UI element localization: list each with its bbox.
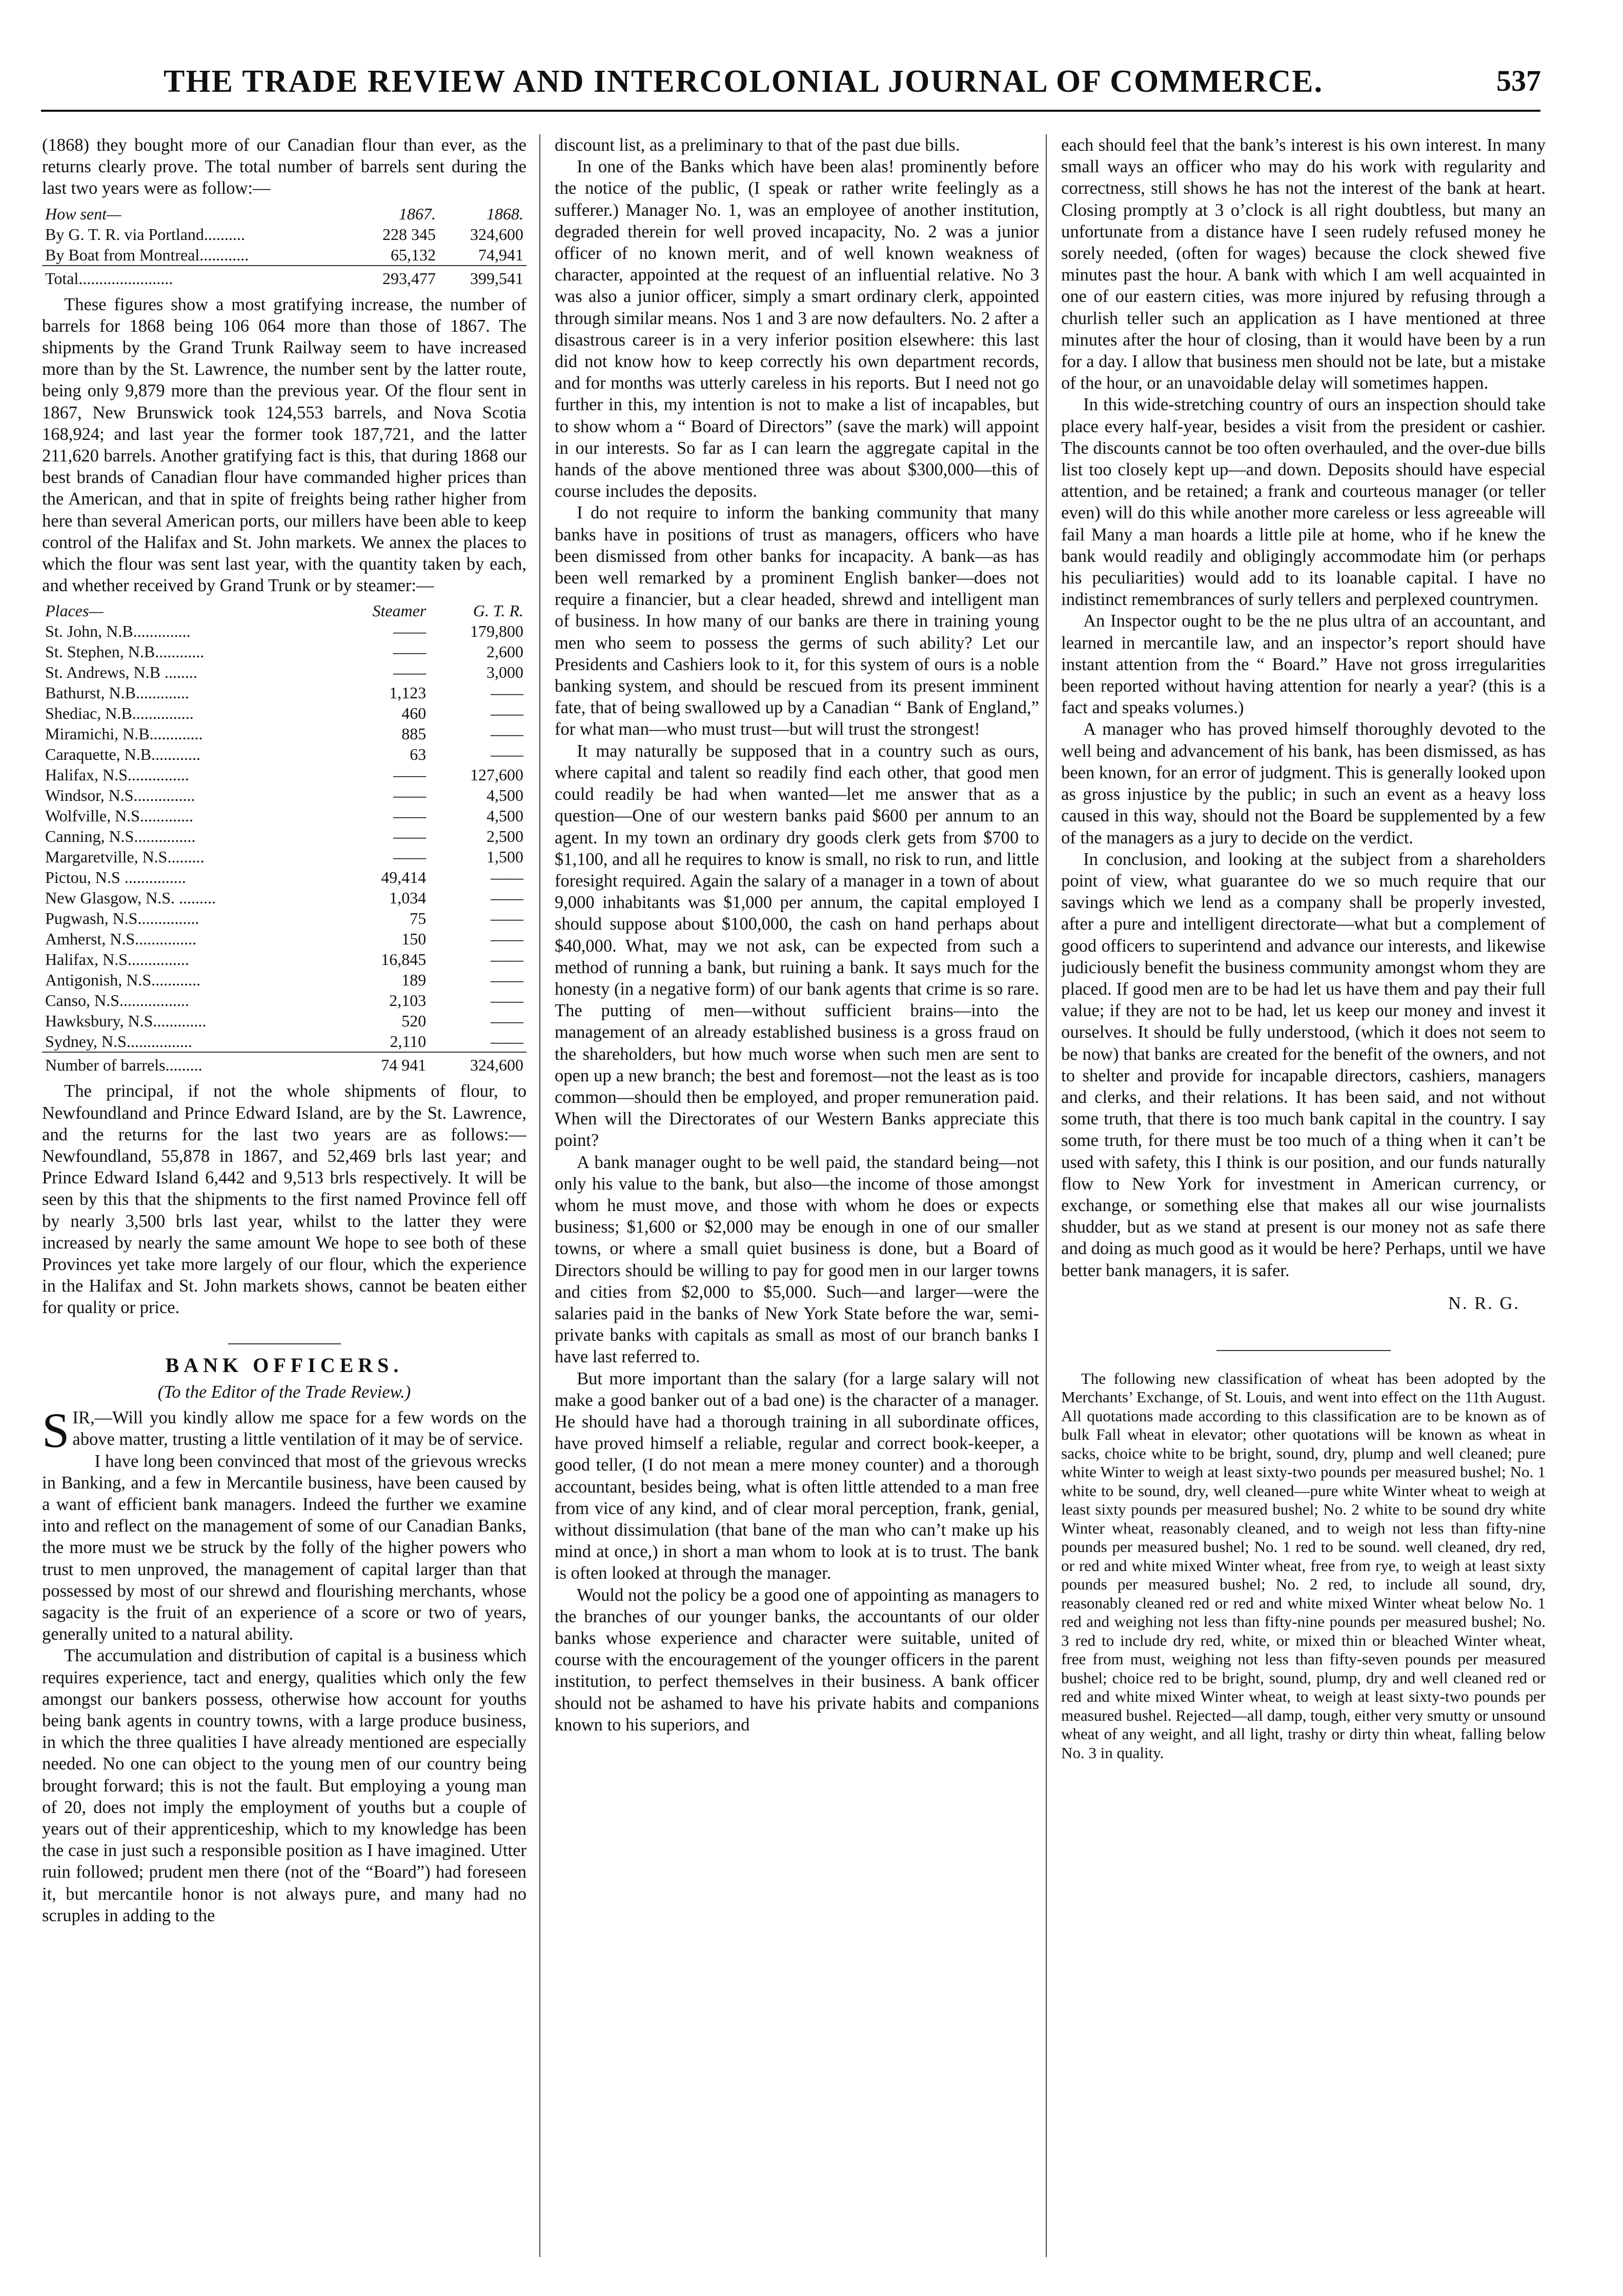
steamer-cell: 460: [401, 704, 427, 723]
table-total-row: [42, 1052, 526, 1075]
signature: N. R. G.: [1448, 1293, 1520, 1313]
table-header-row: [42, 204, 526, 224]
gtr-cell: ——: [491, 868, 523, 887]
column-divider: [539, 134, 540, 2257]
table-header: G. T. R.: [473, 601, 523, 620]
steamer-cell: 150: [401, 930, 427, 949]
gtr-cell: ——: [491, 950, 523, 969]
gtr-cell: 2,600: [486, 642, 523, 661]
row-label: By G. T. R. via Portland..........: [45, 225, 245, 244]
gtr-cell: ——: [491, 1032, 523, 1051]
gtr-cell: ——: [491, 745, 523, 764]
column-1: [42, 134, 526, 2257]
paragraph: In conclusion, and looking at the subject from a shareholders point of view, what guarantee do we so much require that our savings which we lend as a company shall be properly invested, after a pure and intelligent directorate—what but a complement of good officers to superintend and advance our interests, and likewise judiciously benefit the business community amongst whom they are placed. If good men are to be had let us have them and pay their full value; if they are not to be had, let us keep our money and invest it ourselves. It should be fully understood, (which it does not seem to be now) that banks are created for the benefit of the owners, and not to shelter and provide for incapable directors, cashiers, managers and clerks, and their relations. It has been said, and not without some truth, that there is too much bank capital in the country. I say some truth, for there must be too much of a thing when it can’t be used with safety, this I think is our position, and our funds naturally flow to New York for investment in American currency, or exchange, or something else that makes all our wise journalists shudder, but as we stand at present is our money not as safe there and doing as much good as it would be here? Perhaps, until we have better bank managers, it is safer.: [1061, 849, 1546, 1280]
place-name: Pugwash, N.S...............: [45, 909, 199, 928]
steamer-cell: 49,414: [381, 868, 427, 887]
table-header: How sent—: [45, 204, 121, 223]
running-title: THE TRADE REVIEW AND INTERCOLONIAL JOURNAL OF COMMERCE.: [164, 64, 1323, 99]
table-header: 1868.: [486, 204, 523, 223]
gtr-cell: 179,800: [470, 622, 523, 641]
paragraph: In one of the Banks which have been alas! prominently before the notice of the public, (I speak or rather write feelingly as a sufferer.) Manager No. 1, was an employee of another institution, degraded therein for well proved incapacity, No. 2 was a junior officer of no known merit, and of well known weakness of character, appointed at the request of an influential relative. No 3 was also a junior officer, simply a smart ordinary clerk, appointed through similar means. Nos 1 and 3 are now defaulters. No. 2 after a disastrous career is in a very inferior position elsewhere: this last did not know how to keep correctly his own department records, and for months was utterly careless in his reports. But I need not go further in this, my intention is not to make a list of incapables, but to show whom a “ Board of Directors” (save the mark) will appoint in our interests. So far as I can learn the aggregate capital in the hands of the above mentioned three was about $300,000—this of course includes the deposits.: [555, 157, 1039, 501]
paragraph: I have long been convinced that most of the grievous wrecks in Banking, and a few in Mercantile business, have been caused by a want of efficient bank managers. Indeed the further we examine into and reflect on the management of some of our Canadian Banks, the more must we be struck by the folly of the higher powers who trust to men unproved, the management of capital larger than that possessed by most of our shrewd and flourishing merchants, whose sagacity is the fruit of an experience of a score or two of years, generally united to a natural ability.: [42, 1451, 526, 1644]
table-row: [42, 949, 526, 970]
steamer-cell: 520: [401, 1012, 427, 1031]
header-rule: [41, 110, 1540, 112]
paragraph: The principal, if not the whole shipments of flour, to Newfoundland and Prince Edward Island, are by the St. Lawrence, and the returns for the last two years are as follows:—Newfoundland, 55,878 in 1867, and 52,469 brls last year; and Prince Edward Island 6,442 and 9,513 brls respectively. It will be seen by this that the shipments to the first named Province fell off by nearly 3,500 brls last year, whilst to the latter they were increased by nearly the same amount We hope to see both of these Provinces yet take more largely of our flour, which the experience in the Halifax and St. John markets shows, cannot be beaten either for quality or price.: [42, 1081, 526, 1318]
section-title: BANK OFFICERS.: [165, 1353, 403, 1377]
column-3: [1061, 134, 1546, 2257]
table-header: Places—: [45, 601, 104, 620]
paragraph: It may naturally be supposed that in a country such as ours, where capital and talent so readily find each other, that good men could readily be had when wanted—let me answer that as a question—One of our western banks paid $600 per annum to an agent. In my town an ordinary dry goods clerk gets from $700 to $1,100, and all he requires to know is small, no risk to run, and little foresight required. Again the salary of a manager in a town of about 9,000 inhabitants was $1,000 per annum, the capital employed I should suppose about $100,000, the cash on hand perhaps about $40,000. What, may we not ask, can be expected from such a method of running a bank, but ruining a bank. It says much for the honesty (in a negative form) of our bank agents that crime is so rare. The putting of men—without sufficient brains—into the management of an already established business is a gross fraud on the shareholders, but how much worse when such men are sent to open up a new branch; the best and foremost—not the least as is too common—should then be employed, and proper remuneration paid. When will the Directorates of our Western Banks appreciate this point?: [555, 741, 1039, 1151]
table-row: [42, 847, 526, 867]
place-name: Windsor, N.S...............: [45, 786, 195, 805]
table-row: [42, 621, 526, 641]
gtr-cell: ——: [491, 930, 523, 949]
letter-opening: [42, 1403, 526, 1458]
gtr-cell: ——: [491, 909, 523, 928]
place-name: Miramichi, N.B.............: [45, 724, 203, 743]
total-1868: 399,541: [439, 266, 526, 289]
table-row: [42, 1031, 526, 1052]
gtr-cell: 127,600: [470, 766, 523, 784]
gtr-cell: 4,500: [486, 807, 523, 825]
gtr-cell: ——: [491, 991, 523, 1010]
place-name: Pictou, N.S ...............: [45, 868, 186, 887]
row-label: By Boat from Montreal............: [45, 245, 249, 264]
place-name: Wolfville, N.S.............: [45, 807, 193, 825]
place-name: Hawksbury, N.S.............: [45, 1012, 207, 1031]
place-name: Canso, N.S.................: [45, 991, 189, 1010]
table-row: [42, 990, 526, 1011]
table-row: [42, 785, 526, 805]
table-row: [42, 826, 526, 847]
table-row: [42, 805, 526, 826]
place-name: Shediac, N.B...............: [45, 704, 194, 723]
place-name: Antigonish, N.S............: [45, 971, 201, 990]
page-number: 537: [1496, 64, 1541, 97]
paragraph: I do not require to inform the banking community that many banks have in positions of trust as managers, officers who have been dismissed from other banks for incapacity. A bank—as has been well remarked by a prominent English banker—does not require a financier, but a clear headed, shrewd and intelligent man of business. In how many of our banks are there in training young men who seem to possess the germs of such ability? Let our Presidents and Cashiers look to it, for this system of ours is a noble banking system, and should be rescued from its present imminent fate, that of being swallowed up by a Canadian “ Bank of England,” for what man—who must trust—but will trust the strongest!: [555, 503, 1039, 739]
place-name: Halifax, N.S...............: [45, 766, 189, 784]
places-table: [42, 600, 526, 1075]
paragraph: A manager who has proved himself thoroughly devoted to the well being and advancement of his bank, has been dismissed, as has been known, for an error of judgment. This is generally looked upon as gross injustice by the public; in such an event as a heavy loss caused in this way, should not the Board be supplemented by a few of the managers as a jury to decide on the verdict.: [1061, 719, 1546, 848]
letter-opening-text: IR,—Will you kindly allow me space for a few words on the above matter, trusting a little ventilation of it may be of service.: [72, 1408, 526, 1449]
paragraph: A bank manager ought to be well paid, the standard being—not only his value to the bank, but also—the income of those amongst whom he must move, and those with whom he does or expects business; $1,600 or $2,000 may be enough in one of our smaller towns, or where a small quiet business is done, but a Board of Directors should be willing to pay for good men in our larger towns and cities from $2,000 to $5,000. Such—and larger—were the salaries paid in the banks of New York State before the war, semi-private banks with capitals as small as most of our branch banks I have last referred to.: [555, 1152, 1039, 1367]
table-row: [42, 970, 526, 990]
table-row: [42, 703, 526, 723]
paragraph: Would not the policy be a good one of appointing as managers to the branches of our younger banks, the accountants of our older banks whose experience and character were suitable, united of course with the encouragement of the younger officers in the parent institution, to perfect themselves in their business. A bank officer should not be ashamed to have his private habits and companions known to his superiors, and: [555, 1585, 1039, 1735]
gtr-cell: ——: [491, 889, 523, 908]
place-name: Amherst, N.S...............: [45, 930, 197, 949]
table-row: [42, 908, 526, 929]
table-row: [42, 723, 526, 744]
paragraph: (1868) they bought more of our Canadian flour than ever, as the returns clearly prove. The total number of barrels sent during the last two years were as follow:—: [42, 135, 526, 198]
place-name: Canning, N.S...............: [45, 827, 196, 846]
notice-paragraph: The following new classification of wheat has been adopted by the Merchants’ Exchange, of St. Louis, and went into effect on the 11th August. All quotations made according to this classification are to be known as of bulk Fall wheat in elevator; other quotations will be known as wheat in sacks, choice white to be bright, sound, dry, plump and well cleaned; pure white Winter to weigh at least sixty-two pounds per measured bushel; No. 1 white to be sound, dry, well cleaned—pure white Winter wheat to weigh at least sixty pounds per measured bushel; No. 2 white to be sound dry white Winter wheat, reasonably cleaned, and to weigh not less than fifty-nine pounds per measured bushel; No. 1 red to be sound. well cleaned, dry red, or red and white mixed Winter wheat, free from rye, to weigh at least sixty pounds per measured bushel; No. 2 red, to include all sound, dry, reasonably cleaned red or red and white mixed Winter wheat below No. 1 red and weighing not less than fifty-nine pounds per measured bushel; No. 3 red to include dry red, white, or mixed thin or bleached Winter wheat, free from must, weighing not less than fifty-seven pounds per measured bushel; choice red to be bright, sound, plump, dry and well cleaned red or red and white mixed Winter wheat, to weigh at least sixty-two pounds per measured bushel. Rejected—all damp, tough, either very smutty or unsound wheat of any weight, and all light, trashy or dirty thin wheat, falling below No. 3 in quality.: [1061, 1369, 1546, 1762]
paragraph: An Inspector ought to be the ne plus ultra of an accountant, and learned in mercantile law, and an inspector’s report should have instant attention from the “ Board.” Have not gross irregularities been reported without having attention for nearly a year? (this is a fact and speaks volumes.): [1061, 611, 1546, 718]
gtr-cell: ——: [491, 1012, 523, 1031]
total-label: Number of barrels.........: [42, 1052, 331, 1075]
section-rule: [228, 1343, 341, 1344]
table-header-row: [42, 600, 526, 621]
table-row: [42, 929, 526, 949]
steamer-cell: 63: [410, 745, 427, 764]
steamer-cell: ——: [393, 848, 427, 867]
total-gtr: 324,600: [429, 1052, 526, 1075]
steamer-cell: 189: [401, 971, 427, 990]
paragraph: These figures show a most gratifying increase, the number of barrels for 1868 being 106 064 more than those of 1867. The shipments by the Grand Trunk Railway seem to have increased more than by the St. Lawrence, the number sent by the latter route, being only 9,879 more than the previous year. Of the flour sent in 1867, New Brunswick took 124,553 barrels, and Nova Scotia 168,924; and last year the former took 187,721, and the latter 211,620 barrels. Another gratifying fact is this, that during 1868 our best brands of Canadian flour have commanded higher prices than the American, and that in spite of freights being rather higher from here than several American ports, our millers have been able to keep control of the Halifax and St. John markets. We annex the places to which the flour was sent last year, with the quantity taken by each, and whether received by Grand Trunk or by steamer:—: [42, 294, 526, 596]
gtr-cell: ——: [491, 683, 523, 702]
column-divider: [1046, 134, 1047, 2257]
place-name: Caraquette, N.B............: [45, 745, 201, 764]
table-header: Steamer: [372, 601, 427, 620]
cell-1868: 74,941: [478, 245, 523, 264]
place-name: Bathurst, N.B.............: [45, 683, 189, 702]
steamer-cell: ——: [393, 642, 427, 661]
steamer-cell: 1,123: [389, 683, 427, 702]
gtr-cell: ——: [491, 724, 523, 743]
place-name: Margaretville, N.S.........: [45, 848, 205, 867]
section-subtitle: (To the Editor of the Trade Review.): [157, 1382, 411, 1402]
cell-1867: 228 345: [382, 225, 436, 244]
gtr-cell: 1,500: [486, 848, 523, 867]
paragraph: discount list, as a preliminary to that of the past due bills.: [555, 135, 960, 155]
place-name: New Glasgow, N.S. .........: [45, 889, 216, 908]
steamer-cell: ——: [393, 827, 427, 846]
place-name: St. John, N.B..............: [45, 622, 191, 641]
place-name: St. Andrews, N.B ........: [45, 663, 197, 682]
gtr-cell: 3,000: [486, 663, 523, 682]
steamer-cell: ——: [393, 622, 427, 641]
total-label: Total.......................: [42, 266, 351, 289]
steamer-cell: 885: [401, 724, 427, 743]
gtr-cell: 4,500: [486, 786, 523, 805]
table-row: [42, 867, 526, 888]
table-row: [42, 682, 526, 703]
column-2: [555, 134, 1039, 2257]
steamer-cell: 2,103: [389, 991, 427, 1010]
paragraph: each should feel that the bank’s interest is his own interest. In many small ways an officer who may do his work with regularity and correctness, still shows he has not the interest of the bank at heart. Closing promptly at 3 o’clock is all right doubtless, but many an unfortunate from a distance have I seen rudely refused money he sorely needed, (often for wages) because the clock shewed five minutes past the hour. A bank with which I am well acquainted in one of our eastern cities, was more injured by refusing through a churlish teller such an application as I have mentioned at three minutes after the hour of closing, than it would have been by a run for a day. I allow that business men should not be late, but a mistake of the hour, or an unavoidable delay will sometimes happen.: [1061, 135, 1546, 393]
drop-cap: S: [42, 1403, 70, 1458]
table-total-row: [42, 266, 526, 289]
cell-1868: 324,600: [470, 225, 523, 244]
gtr-cell: 2,500: [486, 827, 523, 846]
steamer-cell: ——: [393, 766, 427, 784]
paragraph: In this wide-stretching country of ours an inspection should take place every half-year, besides a visit from the president or cashier. The discounts cannot be too often overhauled, and the over-due bills list too closely kept up—and down. Deposits should have especial attention, and be retained; a frank and courteous manager (or teller even) will do this while another more careless or less agreeable will fail Many a man hoards a little pile at home, who if he knew the bank would readily and obligingly accommodate him (or perhaps his peculiarities) would add to its loanable capital. I have no indistinct remembrances of surly tellers and perplexed countrymen.: [1061, 395, 1546, 610]
paragraph: The accumulation and distribution of capital is a business which requires experience, tact and energy, qualities which only the few amongst our bankers possess, otherwise how account for youths being bank agents in country towns, with a large produce business, in which the three qualities I have already mentioned are especially needed. No one can object to the young men of our country being brought forward; this is not the fault. But employing a young man of 20, does not imply the employment of youths but a couple of years out of their apprenticeship, which to my knowledge has been the case in just such a responsible position as I have imagined. Utter ruin followed; prudent men there (not of the “Board”) had foreseen it, but mercantile honor is not always pure, and many had no scruples in adding to the: [42, 1646, 526, 1925]
notice-rule: [1216, 1350, 1391, 1351]
table-row: [42, 245, 526, 266]
place-name: Halifax, N.S...............: [45, 950, 189, 969]
steamer-cell: 16,845: [381, 950, 427, 969]
flour-shipments-table: [42, 204, 526, 289]
table-header: 1867.: [399, 204, 436, 223]
place-name: St. Stephen, N.B............: [45, 642, 205, 661]
steamer-cell: 1,034: [389, 889, 427, 908]
steamer-cell: 75: [410, 909, 427, 928]
table-row: [42, 888, 526, 908]
steamer-cell: ——: [393, 807, 427, 825]
table-row: [42, 764, 526, 785]
total-1867: 293,477: [351, 266, 439, 289]
steamer-cell: ——: [393, 786, 427, 805]
gtr-cell: ——: [491, 704, 523, 723]
table-row: [42, 224, 526, 245]
wheat-classification-notice: [1061, 1369, 1546, 1763]
total-steamer: 74 941: [331, 1052, 429, 1075]
place-name: Sydney, N.S................: [45, 1032, 192, 1051]
paragraph: But more important than the salary (for a large salary will not make a good banker out of a bad one) is the character of a manager. He should have had a thorough training in all subordinate offices, have proved himself a reliable, regular and correct book-keeper, a good teller, (I do not mean a mere money counter) and a thorough accountant, besides being, what is often little attended to a man free from vice of any kind, and of clear moral perception, frank, genial, without dissimulation (that bane of the man who can’t make up his mind at once,) in short a man whom to look at is to trust. The bank is often looked at through the manager.: [555, 1368, 1039, 1583]
steamer-cell: 2,110: [390, 1032, 427, 1051]
table-row: [42, 662, 526, 682]
gtr-cell: ——: [491, 971, 523, 990]
cell-1867: 65,132: [391, 245, 436, 264]
table-row: [42, 1011, 526, 1031]
table-row: [42, 641, 526, 662]
table-row: [42, 744, 526, 764]
steamer-cell: ——: [393, 663, 427, 682]
